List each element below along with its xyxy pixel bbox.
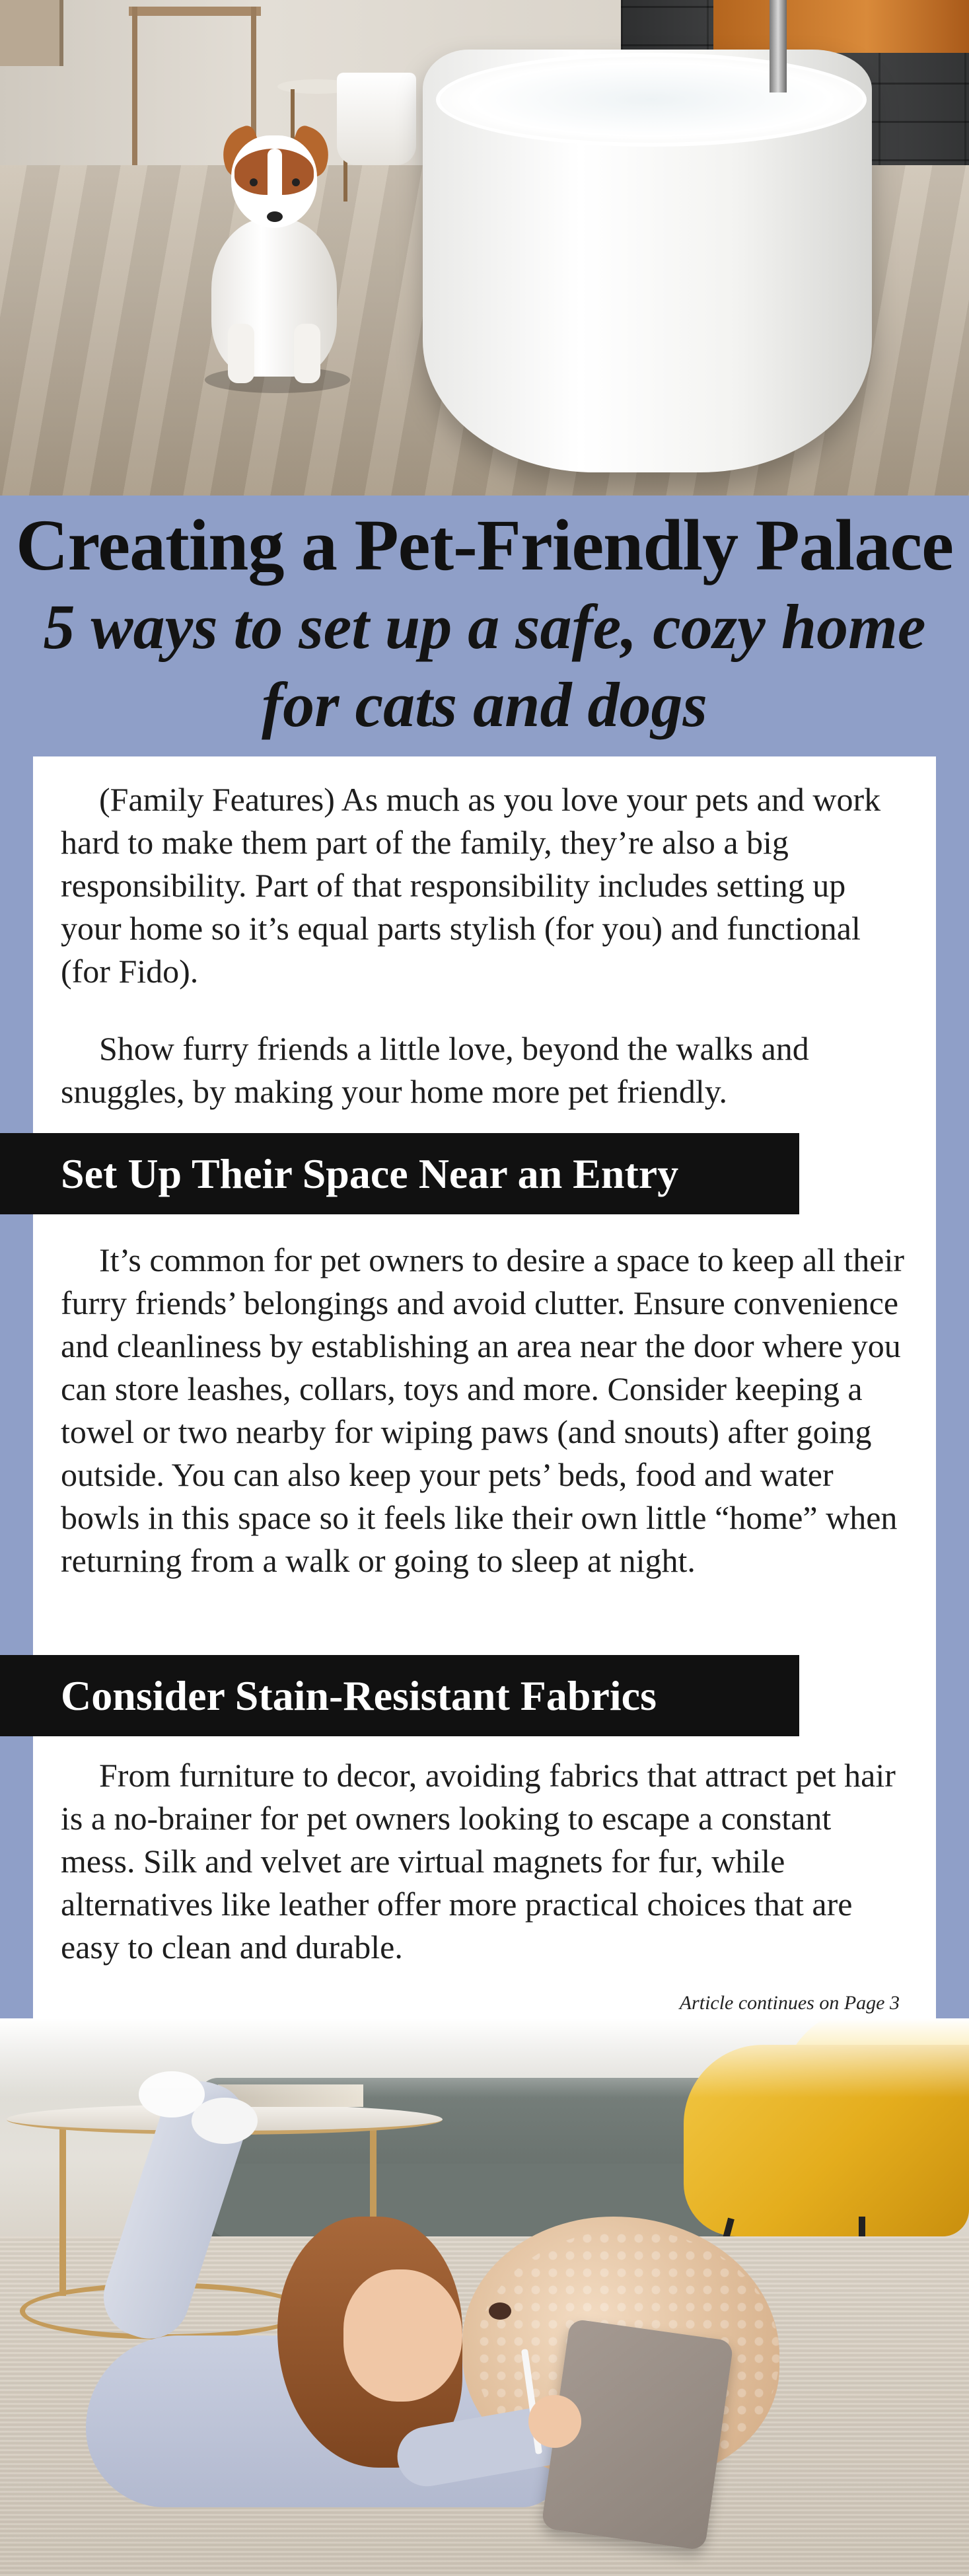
intro-paragraph: Show furry friends a little love, beyond the walks and snuggles, by making your home more pet friendly.	[61, 1030, 809, 1110]
intro-paragraph: (Family Features) As much as you love your pets and work hard to make them part of the family, they’re also a big responsibility. Part of that responsibility includes setting up your home so it’s equal parts stylish (for you) and functional (for Fido).	[61, 781, 881, 990]
photo-towel	[337, 73, 416, 165]
photo-dog-leg	[294, 324, 320, 383]
photo-dog-eye	[292, 178, 300, 186]
photo-bathtub-rim	[436, 53, 867, 147]
section-heading: Set Up Their Space Near an Entry	[61, 1150, 679, 1197]
section-paragraph: From furniture to decor, avoiding fabrics that attract pet hair is a no-brainer for pet owners looking to escape a constant mess. Silk and velvet are virtual magnets for fur, while alternatives like leather offer more practical choices that are easy to clean and durable.	[61, 1757, 896, 1966]
photo-shelf	[129, 7, 261, 16]
photo-dog-blaze	[268, 149, 282, 221]
article-subtitle: 5 ways to set up a safe, cozy home for cats and dogs	[43, 591, 926, 740]
photo-table-leg	[59, 2124, 66, 2296]
bathroom-dog-photo	[0, 0, 969, 496]
photo-dog-leg	[228, 324, 254, 383]
section-heading: Consider Stain-Resistant Fabrics	[61, 1672, 657, 1719]
photo-wood-panel	[713, 0, 969, 53]
photo-dog-nose	[489, 2302, 511, 2320]
photo-faucet	[770, 0, 787, 92]
section-paragraph: It’s common for pet owners to desire a space to keep all their furry friends’ belongings and avoid clutter. Ensure convenience and cleanliness by establishing an area near the door where you can store leashes, collars, toys and more. Consider keeping a towel or two nearby for wiping paws (and snouts) after going outside. You can also keep your pets’ beds, food and water bowls in this space so it feels like their own little “home” when returning from a walk or going to sleep at night.	[61, 1241, 905, 1579]
article-title: Creating a Pet-Friendly Palace	[16, 505, 953, 585]
photo-sock	[192, 2098, 258, 2144]
continuation-note: Article continues on Page 3	[679, 1992, 900, 2014]
photo-shelf-leg	[132, 7, 137, 165]
photo-dog-eye	[250, 178, 258, 186]
girl-dog-tablet-photo	[0, 2018, 969, 2576]
photo-window	[0, 0, 63, 66]
photo-dog-nose	[267, 211, 283, 222]
photo-girl-face	[343, 2269, 462, 2402]
photo-top-fade	[0, 2018, 969, 2098]
photo-girl-hand	[528, 2395, 581, 2448]
